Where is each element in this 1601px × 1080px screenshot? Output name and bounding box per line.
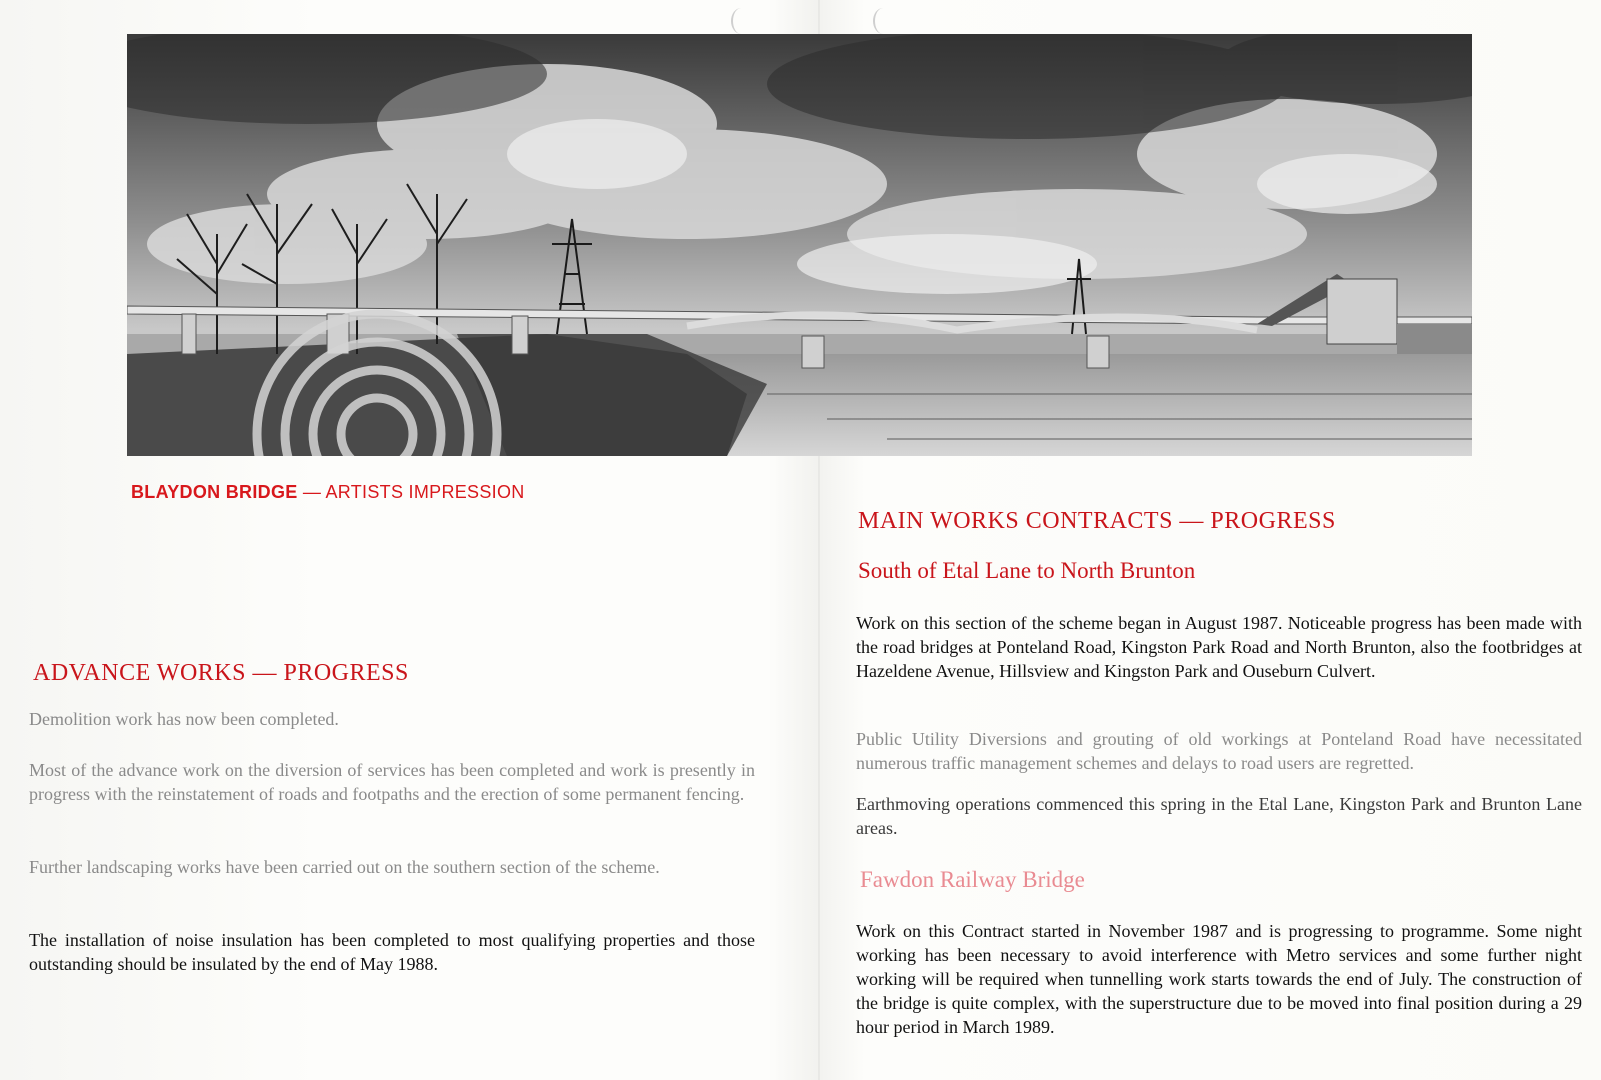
advance-works-heading: ADVANCE WORKS — PROGRESS	[33, 660, 409, 686]
left-paragraph-2: Most of the advance work on the diversion of services has been completed and work is presently in progress with the reinstatement of roads and footpaths and the erection of some permanent fencing.	[29, 760, 755, 804]
left-paragraph-1: Demolition work has now been completed.	[29, 709, 339, 729]
right-paragraph-3: Earthmoving operations commenced this spring in the Etal Lane, Kingston Park and Brunton Lane areas.	[856, 794, 1582, 838]
right-paragraph-4: Work on this Contract started in November 1987 and is progressing to programme. Some night working has been necessary to avoid interference with Metro services and some further night working will be required when tunnelling work starts towards the end of July. The construction of the bridge is quite complex, with the superstructure due to be moved into final position during a 29 hour period in March 1989.	[856, 921, 1582, 1037]
left-paragraph-3: Further landscaping works have been carried out on the southern section of the scheme.	[29, 857, 660, 877]
staple-hole	[731, 8, 751, 34]
caption-title: BLAYDON BRIDGE	[131, 482, 298, 502]
main-works-heading: MAIN WORKS CONTRACTS — PROGRESS	[858, 508, 1336, 534]
caption-subtitle: — ARTISTS IMPRESSION	[297, 482, 525, 502]
blaydon-bridge-illustration	[127, 34, 1472, 456]
right-paragraph-1: Work on this section of the scheme began in August 1987. Noticeable progress has been made with the road bridges at Ponteland Road, Kingston Park Road and North Brunton, also the footbridges at Hazeldene Avenue, Hillsview and Kingston Park and Ouseburn Culvert.	[856, 613, 1582, 681]
bridge-drawing	[127, 34, 1472, 456]
right-paragraph-2: Public Utility Diversions and grouting of old workings at Ponteland Road have necessitated numerous traffic management schemes and delays to road users are regretted.	[856, 729, 1582, 773]
staple-hole	[873, 8, 893, 34]
section-title-fawdon-bridge: Fawdon Railway Bridge	[860, 867, 1085, 892]
section-title-etal-lane: South of Etal Lane to North Brunton	[858, 558, 1196, 583]
illustration-caption	[131, 482, 525, 503]
left-paragraph-4: The installation of noise insulation has been completed to most qualifying properties and those outstanding should be insulated by the end of May 1988.	[29, 930, 755, 974]
